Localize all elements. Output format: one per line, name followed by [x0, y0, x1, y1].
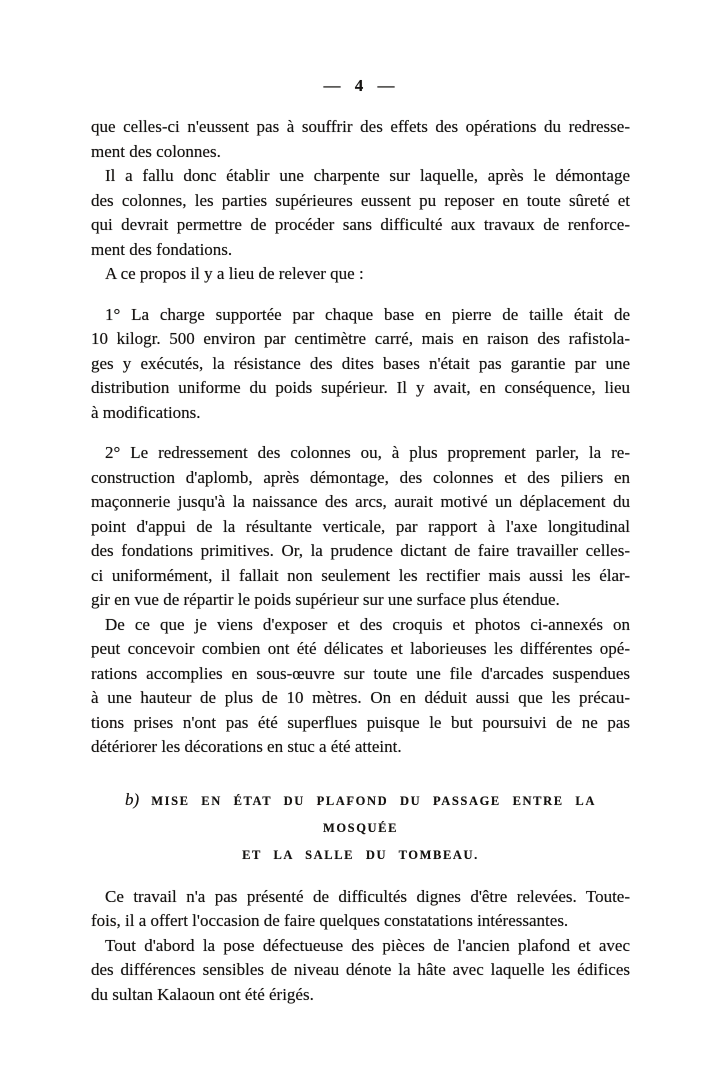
- text-line: des fondations primitives. Or, la prudence dictant de faire travailler celles-: [91, 541, 630, 560]
- text-line: gir en vue de répartir le poids supérieur sur une surface plus étendue.: [91, 590, 560, 609]
- section-heading-line: ET LA SALLE DU TOMBEAU.: [242, 847, 479, 862]
- text-line: Tout d'abord la pose défectueuse des pièces de l'ancien plafond et avec: [105, 935, 630, 955]
- text-line: point d'appui de la résultante verticale, par rapport à l'axe longitudinal: [91, 516, 630, 536]
- section-heading-line: [91, 786, 630, 842]
- text-line: des différences sensibles de niveau dénote la hâte avec laquelle les édifices: [91, 960, 630, 979]
- paragraph: [91, 441, 630, 613]
- text-line: De ce que je viens d'exposer et des croquis et photos ci-annexés on: [105, 614, 630, 634]
- paragraph: [91, 164, 630, 262]
- text-line: A ce propos il y a lieu de relever que :: [105, 264, 364, 283]
- text-line: ges y exécutés, la résistance des dites bases n'était pas garantie par une: [91, 353, 630, 373]
- page-number: — 4 —: [323, 76, 397, 95]
- text-line: du sultan Kalaoun ont été érigés.: [91, 984, 314, 1004]
- text-line: Il a fallu donc établir une charpente sur laquelle, après le démontage: [105, 166, 630, 185]
- text-line: peut concevoir combien ont été délicates et laborieuses les différentes opé-: [91, 639, 630, 658]
- text-line: 1° La charge supportée par chaque base en pierre de taille était de: [105, 304, 630, 324]
- text-line: à une hauteur de plus de 10 mètres. On en déduit aussi que les précau-: [91, 688, 630, 707]
- paragraph: [91, 262, 630, 287]
- text-block: [91, 115, 630, 1007]
- paragraph: [91, 613, 630, 760]
- text-line: ci uniformément, il fallait non seulement les rectifier mais aussi les élar-: [91, 565, 630, 585]
- text-line: maçonnerie jusqu'à la naissance des arcs, aurait motivé un déplacement du: [91, 492, 630, 511]
- text-line: Ce travail n'a pas présenté de difficultés dignes d'être relevées. Toute-: [105, 886, 630, 906]
- text-line: tions prises n'ont pas été superflues puisque le but poursuivi de ne pas: [91, 712, 630, 732]
- paragraph: [91, 885, 630, 934]
- section-heading: [91, 786, 630, 869]
- text-line: qui devrait permettre de procéder sans difficulté aux travaux de renforce-: [91, 215, 630, 234]
- text-line: des colonnes, les parties supérieures eussent pu reposer en toute sûreté et: [91, 190, 630, 210]
- text-line: 10 kilogr. 500 environ par centimètre carré, mais en raison des rafistola-: [91, 329, 630, 348]
- text-line: ment des fondations.: [91, 239, 233, 259]
- paragraph: [91, 115, 630, 164]
- text-line: à modifications.: [91, 402, 201, 422]
- text-line: fois, il a offert l'occasion de faire quelques constatations intéressantes.: [91, 911, 569, 930]
- text-line: ment des colonnes.: [91, 141, 221, 161]
- heading-letter: b): [125, 789, 140, 809]
- text-line: que celles-ci n'eussent pas à souffrir des effets des opérations du redresse-: [91, 117, 630, 136]
- text-line: rations accomplies en sous-œuvre sur toute une file d'arcades suspendues: [91, 663, 630, 683]
- heading-text: MISE EN ÉTAT DU PLAFOND DU PASSAGE ENTRE LA MOSQUÉE: [151, 793, 596, 835]
- text-line: distribution uniforme du poids supérieur. Il y avait, en conséquence, lieu: [91, 378, 630, 397]
- text-line: détériorer les décorations en stuc a été atteint.: [91, 737, 402, 756]
- text-line: 2° Le redressement des colonnes ou, à plus proprement parler, la re-: [105, 443, 630, 462]
- text-line: construction d'aplomb, après démontage, des colonnes et des piliers en: [91, 467, 630, 487]
- paragraph: [91, 303, 630, 426]
- paragraph: [91, 934, 630, 1008]
